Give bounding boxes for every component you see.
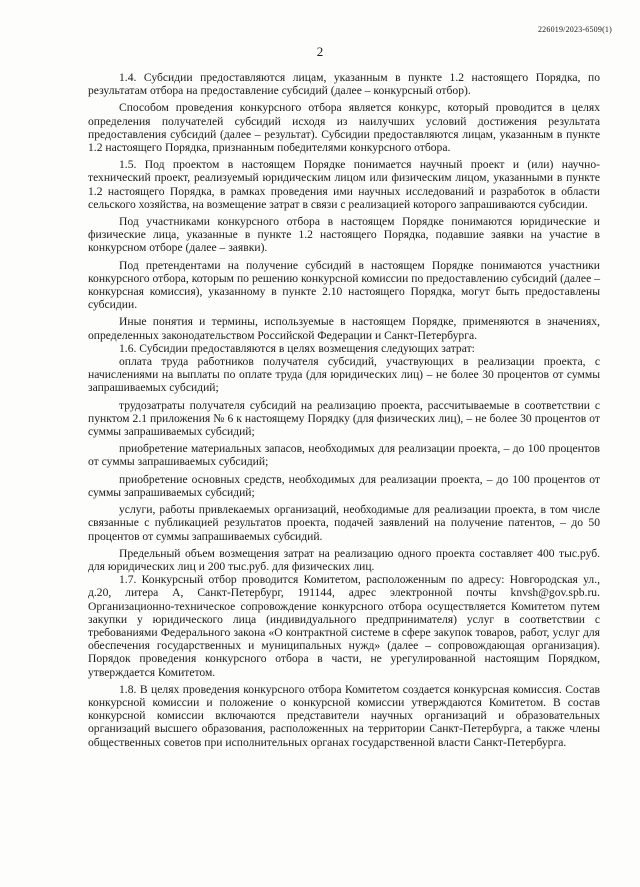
paragraph-1-7: 1.7. Конкурсный отбор проводится Комитетом, расположенным по адресу: Новгородская ул., д.20, литера А, Санкт-Петербург, 191144, адрес электронной почты knvsh@gov.spb.ru. Организационно-техническое сопровождение конкурсного отбора осуществляется Комитетом путем закупки у юридического лица (индивидуального предпринимателя) услуг в соответствии с требованиями Федерального закона «О контрактной системе в сфере закупок товаров, работ, услуг для обеспечения государственных и муниципальных нужд» (далее – сопровождающая организация). Порядок проведения конкурсного отбора в части, не урегулированной настоящим Порядком, утверждается Комитетом. — [88, 573, 600, 679]
list-item-labor-effort: трудозатраты получателя субсидий на реализацию проекта, рассчитываемые в соответствии с пунктом 2.1 приложения № 6 к настоящему Порядку (для физических лиц), – не более 30 процентов от суммы запрашиваемых субсидий; — [88, 398, 600, 439]
list-item-fixed-assets: приобретение основных средств, необходимых для реализации проекта, – до 100 процентов от суммы запрашиваемых субсидий; — [88, 472, 600, 499]
paragraph-applicants: Под претендентами на получение субсидий в настоящем Порядке понимаются участники конкурсного отбора, которым по решению конкурсной комиссии по предоставлению субсидий (далее – конкурсная комиссия), указанному в пункте 2.10 настоящего Порядка, могут быть предоставлены субсидии. — [88, 258, 600, 312]
paragraph-1-4: 1.4. Субсидии предоставляются лицам, указанным в пункте 1.2 настоящего Порядка, по результатам отбора на предоставление субсидий (далее – конкурсный отбор). — [88, 71, 600, 98]
page-number: 2 — [316, 44, 324, 59]
document-registration-number: 226019/2023-6509(1) — [537, 25, 612, 34]
paragraph-contest-method: Способом проведения конкурсного отбора является конкурс, который проводится в целях определения получателей субсидий исходя из наилучших условий достижения результата предоставления субсидий (далее – результат). Субсидии предоставляются лицам, указанным в пункте 1.2 настоящего Порядка, признанным победителями конкурсного отбора. — [88, 101, 600, 155]
paragraph-1-8: 1.8. В целях проведения конкурсного отбора Комитетом создается конкурсная комиссия. Состав конкурсной комиссии и положение о конкурсной комиссии утверждаются Комитетом. В состав конкурсной комиссии включаются представители научных организаций и образовательных организаций высшего образования, расположенных на территории Санкт-Петербурга, а также члены общественных советов при исполнительных органах государственной власти Санкт-Петербурга. — [88, 682, 600, 749]
document-body — [88, 71, 600, 749]
paragraph-1-6: 1.6. Субсидии предоставляются в целях возмещения следующих затрат: — [119, 341, 475, 355]
paragraph-participants: Под участниками конкурсного отбора в настоящем Порядке понимаются юридические и физические лица, указанные в пункте 1.2 настоящего Порядка, подавшие заявки на участие в конкурсном отборе (далее – заявки). — [88, 215, 600, 255]
list-item-materials: приобретение материальных запасов, необходимых для реализации проекта, – до 100 процентов от суммы запрашиваемых субсидий; — [88, 442, 600, 469]
paragraph-max-reimbursement: Предельный объем возмещения затрат на реализацию одного проекта составляет 400 тыс.руб. для юридических лиц и 200 тыс.руб. для физических лиц. — [88, 546, 600, 573]
list-item-labor-costs: оплата труда работников получателя субсидий, участвующих в реализации проекта, с начислениями на выплаты по оплате труда (для юридических лиц) – не более 30 процентов от суммы запрашиваемых субсидий; — [88, 355, 600, 395]
paragraph-other-terms: Иные понятия и термины, используемые в настоящем Порядке, применяются в значениях, определенных законодательством Российской Федерации и Санкт-Петербурга. — [88, 315, 600, 342]
list-item-third-party-services: услуги, работы привлекаемых организаций, необходимые для реализации проекта, в том числе связанные с публикацией результатов проекта, подачей заявлений на получение патентов, – до 50 процентов от суммы запрашиваемых субсидий. — [88, 503, 600, 543]
paragraph-1-5: 1.5. Под проектом в настоящем Порядке понимается научный проект и (или) научно-технический проект, реализуемый юридическим лицом или физическим лицом, указанными в пункте 1.2 настоящего Порядка, в рамках проведения ими научных исследований и разработок в области сельского хозяйства, на возмещение затрат в связи с реализацией которого запрашиваются субсидии. — [88, 158, 600, 211]
